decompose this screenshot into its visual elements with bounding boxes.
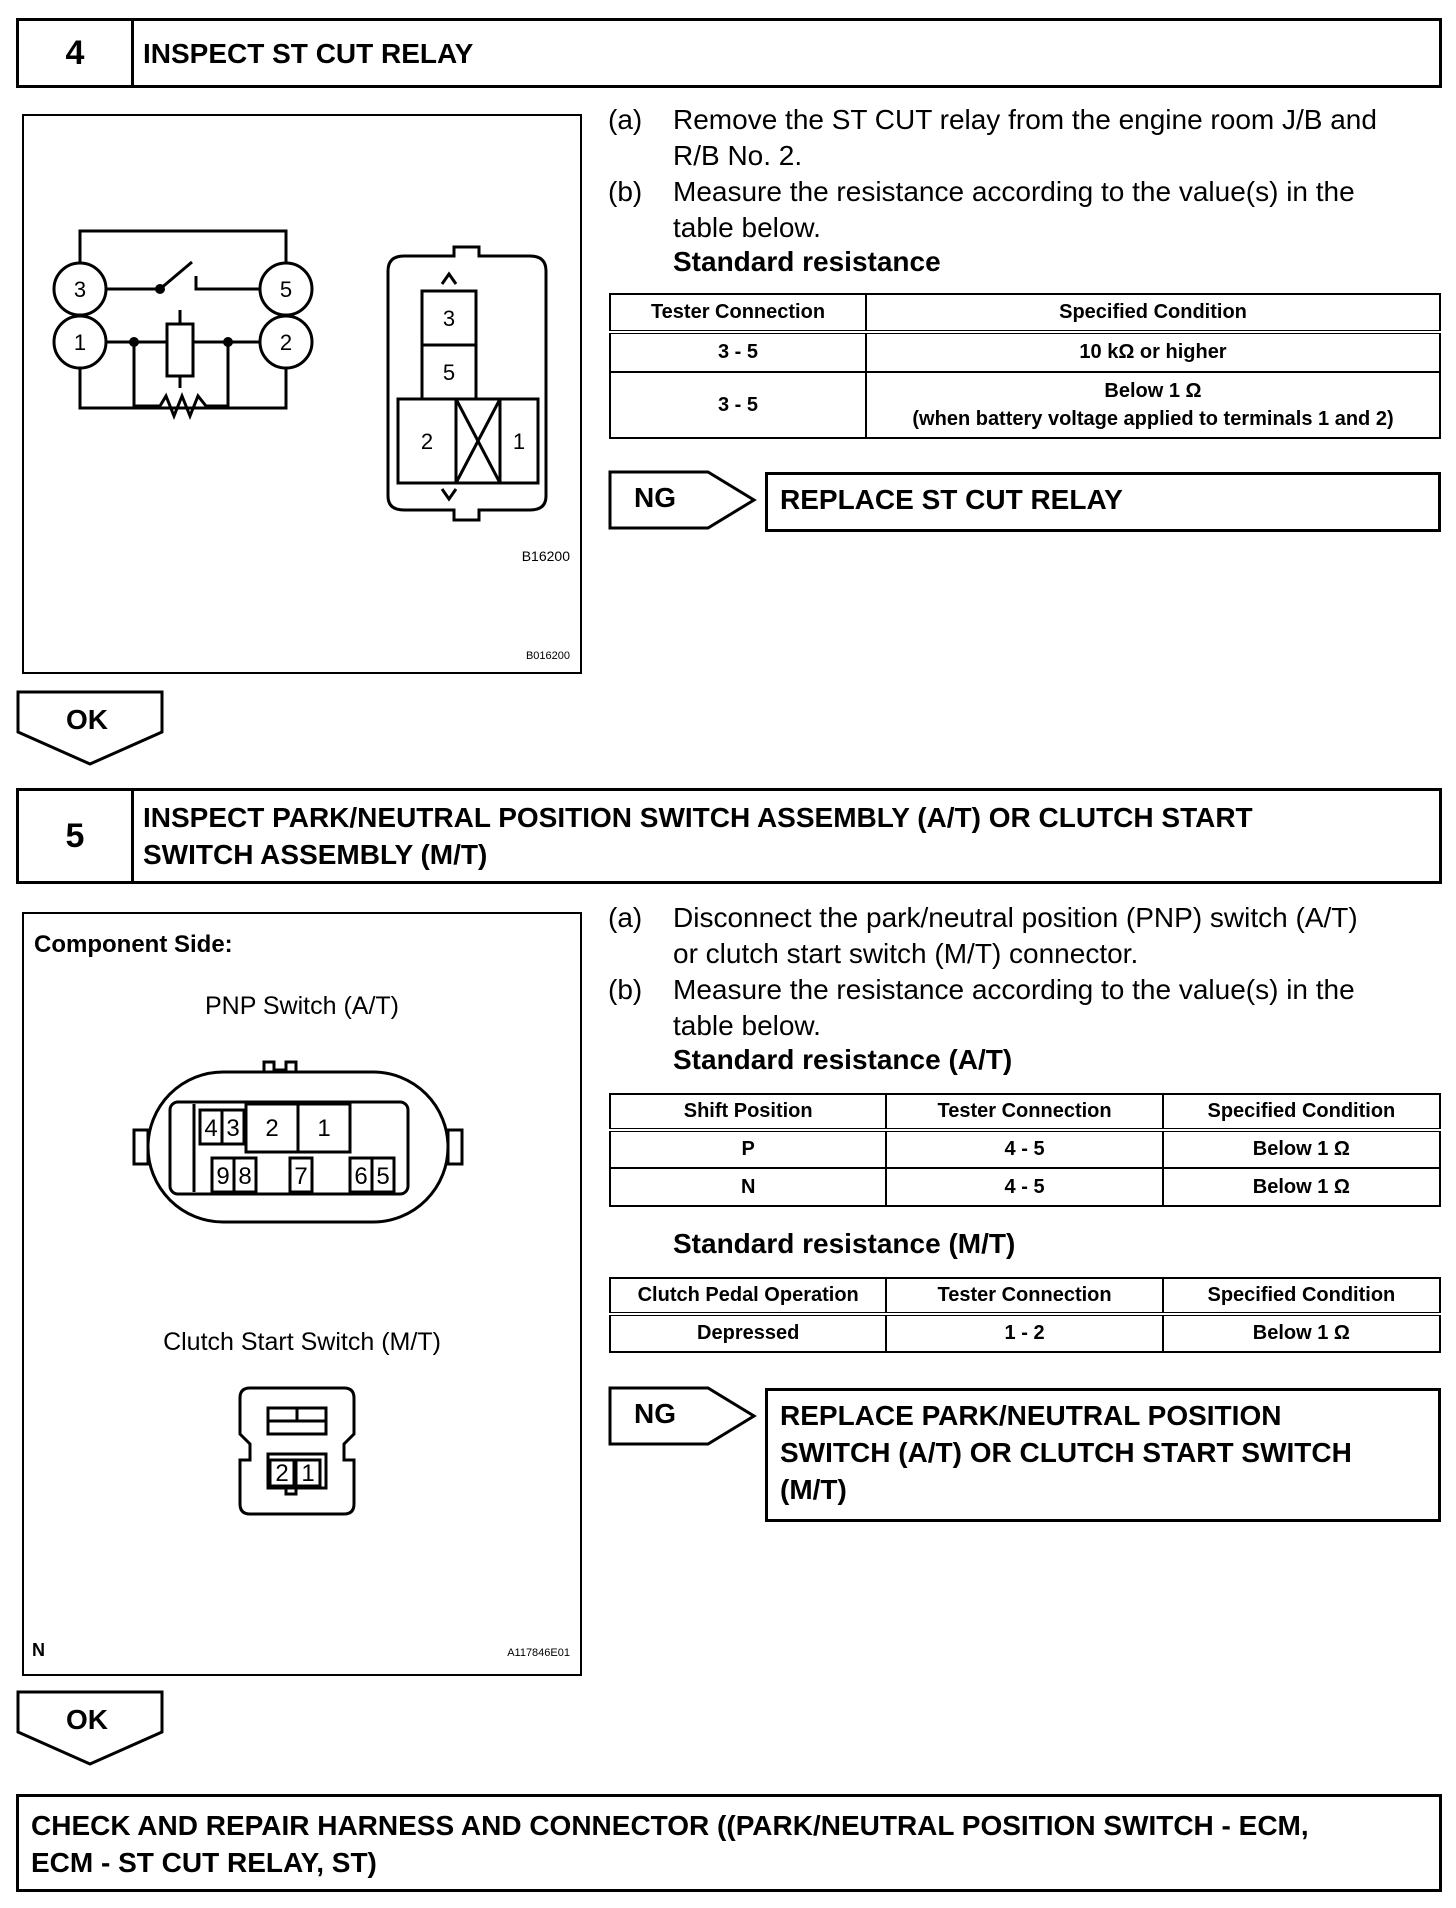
pnp-pin-label: 9 bbox=[216, 1163, 230, 1190]
step-title-line: INSPECT PARK/NEUTRAL POSITION SWITCH ASSEMBLY (A/T) OR CLUTCH START bbox=[143, 802, 1253, 833]
instruction-item bbox=[608, 102, 1448, 174]
pnp-pin-label: 8 bbox=[238, 1163, 252, 1190]
table-header: Specified Condition bbox=[1163, 1094, 1440, 1130]
table-cell: 1 - 2 bbox=[886, 1314, 1162, 1352]
table-header: Specified Condition bbox=[866, 294, 1440, 332]
instruction-text bbox=[673, 174, 1355, 246]
step-title: INSPECT ST CUT RELAY bbox=[143, 38, 474, 69]
ng-action-box bbox=[765, 472, 1441, 532]
ng-arrow-tag bbox=[608, 1386, 758, 1446]
step-title-line: SWITCH ASSEMBLY (M/T) bbox=[143, 839, 488, 870]
instruction-line: R/B No. 2. bbox=[673, 140, 803, 171]
connector-cell-label: 3 bbox=[442, 306, 456, 331]
pnp-pin-label: 3 bbox=[226, 1115, 240, 1142]
instruction-text bbox=[673, 900, 1358, 972]
ng-action-box bbox=[765, 1388, 1441, 1522]
table-row bbox=[610, 1130, 1440, 1168]
instruction-line: Remove the ST CUT relay from the engine room J/B and bbox=[673, 104, 1377, 135]
standard-resistance-label: Standard resistance bbox=[673, 246, 941, 277]
ng-label: NG bbox=[634, 1398, 676, 1429]
terminal-label: 2 bbox=[279, 330, 293, 355]
table-cell: 3 - 5 bbox=[610, 372, 866, 438]
connector-cell-label: 2 bbox=[420, 429, 434, 454]
instruction-line: Measure the resistance according to the value(s) in the bbox=[673, 176, 1355, 207]
table-row bbox=[610, 1168, 1440, 1206]
connector-cell-label: 5 bbox=[442, 360, 456, 385]
instruction-item bbox=[608, 900, 1448, 972]
step-5-header bbox=[16, 788, 1442, 884]
cell-line: (when battery voltage applied to terminals 1 and 2) bbox=[912, 408, 1394, 430]
pnp-pin-label: 1 bbox=[317, 1115, 331, 1142]
table-row bbox=[610, 372, 1440, 438]
table-header: Specified Condition bbox=[1163, 1278, 1440, 1314]
instruction-item bbox=[608, 174, 1448, 246]
figure-code-small: B016200 bbox=[525, 650, 570, 662]
component-side-label: Component Side: bbox=[34, 931, 233, 958]
final-action-line: ECM - ST CUT RELAY, ST) bbox=[31, 1847, 377, 1878]
table-cell: Below 1 Ω bbox=[1163, 1130, 1440, 1168]
table-header: Tester Connection bbox=[610, 294, 866, 332]
instruction-line: Disconnect the park/neutral position (PNP) switch (A/T) bbox=[673, 902, 1358, 933]
relay-connector-outline bbox=[388, 247, 546, 520]
pnp-pin-label: 7 bbox=[294, 1163, 308, 1190]
step-number: 4 bbox=[19, 21, 134, 85]
instruction-label: (b) bbox=[608, 176, 643, 207]
table-row bbox=[610, 1314, 1440, 1352]
table-header: Tester Connection bbox=[886, 1094, 1162, 1130]
pnp-pin-label: 5 bbox=[376, 1163, 390, 1190]
instruction-label: (a) bbox=[608, 902, 643, 933]
instruction-line: table below. bbox=[673, 212, 821, 243]
table-header: Shift Position bbox=[610, 1094, 886, 1130]
final-action-box bbox=[16, 1794, 1442, 1892]
terminal-label: 1 bbox=[73, 330, 87, 355]
table-cell: 4 - 5 bbox=[886, 1168, 1162, 1206]
clutch-pin-label: 1 bbox=[301, 1460, 315, 1487]
instruction-text bbox=[673, 102, 1377, 174]
table-cell: Below 1 Ω bbox=[1163, 1314, 1440, 1352]
instruction-text bbox=[673, 972, 1355, 1044]
table-cell: 4 - 5 bbox=[886, 1130, 1162, 1168]
relay-coil bbox=[167, 324, 193, 376]
instruction-label: (b) bbox=[608, 974, 643, 1005]
ng-action-line: (M/T) bbox=[780, 1474, 847, 1505]
figure-code: A117846E01 bbox=[507, 1647, 570, 1659]
clutch-pin-label: 2 bbox=[275, 1460, 289, 1487]
pnp-caption: PNP Switch (A/T) bbox=[204, 992, 400, 1020]
pnp-pin-label: 4 bbox=[204, 1115, 218, 1142]
pnp-spec-table bbox=[609, 1093, 1441, 1207]
step-4-instructions bbox=[608, 102, 1448, 246]
table-cell bbox=[866, 372, 1440, 438]
instruction-line: Measure the resistance according to the value(s) in the bbox=[673, 974, 1355, 1005]
pnp-pin-label: 6 bbox=[354, 1163, 368, 1190]
connector-cell-label: 1 bbox=[512, 429, 526, 454]
instruction-label: (a) bbox=[608, 104, 643, 135]
ok-label: OK bbox=[66, 704, 108, 735]
standard-resistance-at-label: Standard resistance (A/T) bbox=[673, 1044, 1013, 1075]
ng-action-line: SWITCH (A/T) OR CLUTCH START SWITCH bbox=[780, 1437, 1352, 1468]
pnp-pin-label: 2 bbox=[265, 1115, 279, 1142]
table-cell: 3 - 5 bbox=[610, 332, 866, 372]
switch-connector-drawing bbox=[24, 914, 580, 1674]
clutch-spec-table bbox=[609, 1277, 1441, 1353]
instruction-line: table below. bbox=[673, 1010, 821, 1041]
instruction-line: or clutch start switch (M/T) connector. bbox=[673, 938, 1139, 969]
instruction-item bbox=[608, 972, 1448, 1044]
ng-arrow-tag bbox=[608, 470, 758, 530]
relay-spec-table bbox=[609, 293, 1441, 439]
step-5-instructions bbox=[608, 900, 1448, 1044]
cell-line: Below 1 Ω bbox=[1104, 380, 1202, 402]
figure-code: B16200 bbox=[521, 548, 570, 564]
final-action-line: CHECK AND REPAIR HARNESS AND CONNECTOR ((PARK/NEUTRAL POSITION SWITCH - ECM, bbox=[31, 1810, 1309, 1841]
relay-circuit-drawing bbox=[24, 116, 580, 672]
step-title bbox=[143, 799, 1429, 873]
table-row bbox=[610, 332, 1440, 372]
terminal-label: 5 bbox=[279, 277, 293, 302]
table-cell: Below 1 Ω bbox=[1163, 1168, 1440, 1206]
step-number: 5 bbox=[19, 791, 134, 881]
standard-resistance-mt-label: Standard resistance (M/T) bbox=[673, 1228, 1016, 1259]
table-cell: P bbox=[610, 1130, 886, 1168]
switch-connector-diagram bbox=[22, 912, 582, 1676]
ng-label: NG bbox=[634, 482, 676, 513]
clutch-caption: Clutch Start Switch (M/T) bbox=[163, 1328, 441, 1356]
step-4-header bbox=[16, 18, 1442, 88]
table-cell: N bbox=[610, 1168, 886, 1206]
table-header: Tester Connection bbox=[886, 1278, 1162, 1314]
table-header: Clutch Pedal Operation bbox=[610, 1278, 886, 1314]
ng-action-text: REPLACE ST CUT RELAY bbox=[780, 484, 1123, 515]
corner-mark: N bbox=[32, 1640, 45, 1660]
relay-diagram bbox=[22, 114, 582, 674]
ng-action-line: REPLACE PARK/NEUTRAL POSITION bbox=[780, 1400, 1282, 1431]
wire-top bbox=[80, 231, 286, 271]
table-cell: Depressed bbox=[610, 1314, 886, 1352]
ok-label: OK bbox=[66, 1704, 108, 1735]
table-cell: 10 kΩ or higher bbox=[866, 332, 1440, 372]
switch-blade bbox=[160, 262, 192, 289]
terminal-label: 3 bbox=[73, 277, 87, 302]
